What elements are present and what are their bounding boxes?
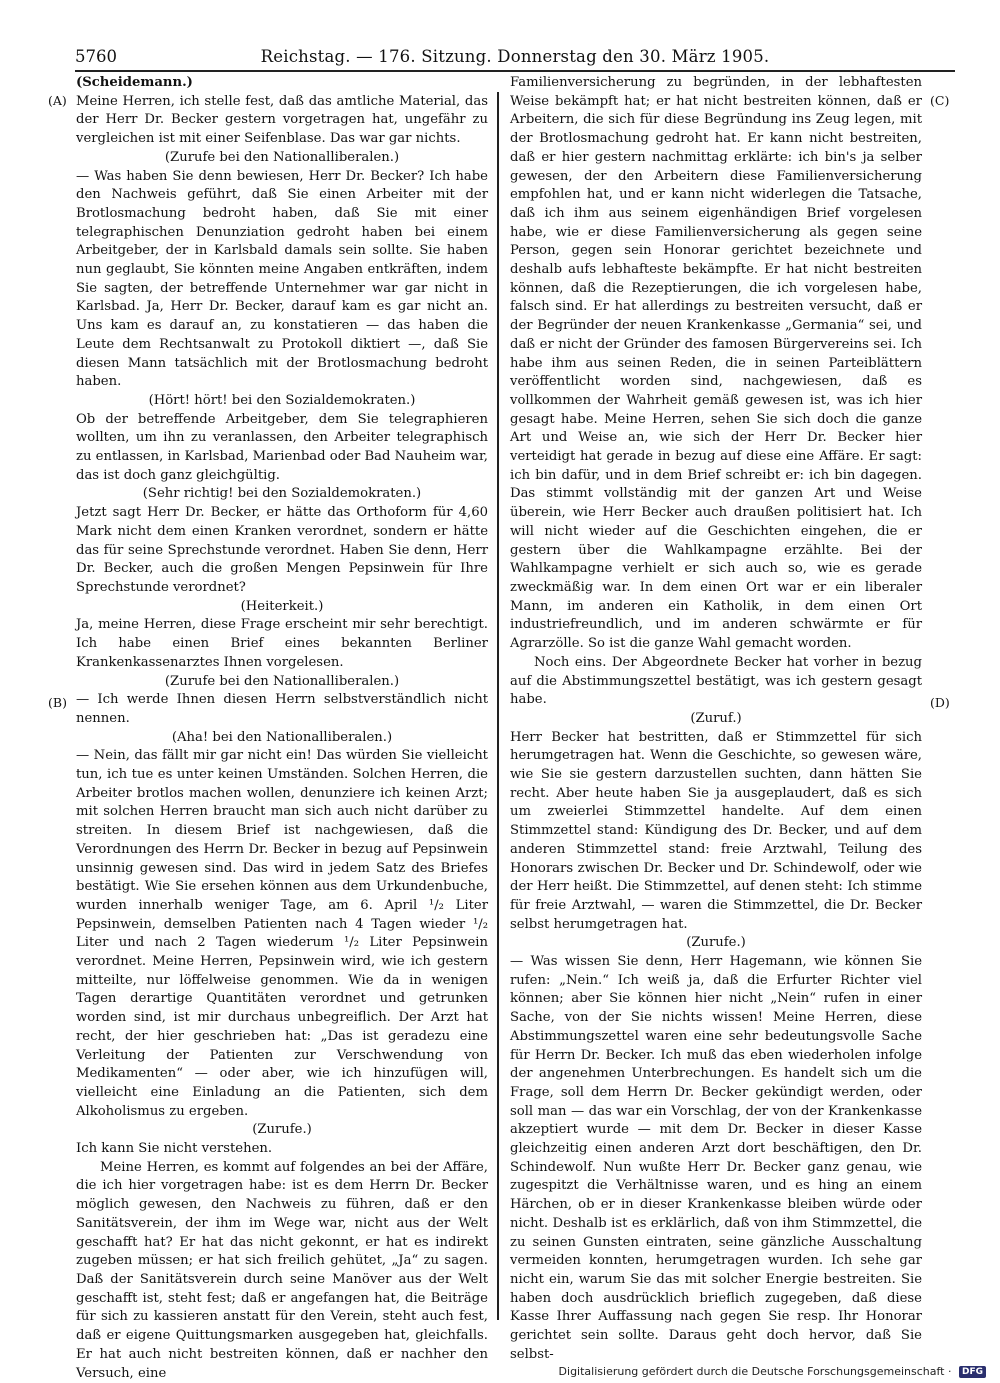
paragraph: Meine Herren, ich stelle fest, daß das amtliche Material, das der Herr Dr. Becker gestern vorgetragen hat, ungefähr zu vergleichen ist mit einer Seifenblase. Das war gar nichts. — [76, 93, 488, 147]
interjection: (Aha! bei den Nationalliberalen.) — [171, 729, 393, 745]
paragraph: Meine Herren, es kommt auf folgendes an bei der Affäre, die ich hier vorgetragen habe: ist es dem Herrn Dr. Becker möglich gewesen, den Nachweis zu führen, daß er den Sanitätsverein, der ihm im Wege war, nicht aus der Welt geschafft hat? Er hat das nicht gekonnt, er hat es indirekt zugeben müssen; er hat sich freilich gehütet, „Ja“ zu sagen. Daß der Sanitätsverein durch seine Manöver aus der Welt geschafft ist, steht fest; daß er angefangen hat, die Beiträge für sich zu kassieren anstatt für den Verein, steht auch fest, daß er eigene Quittungsmarken ausgegeben hat, gleichfalls. Er hat auch nicht bestreiten können, daß er nachher den Versuch, eine — [76, 1159, 488, 1381]
header-rule — [75, 70, 955, 72]
paragraph: — Was haben Sie denn bewiesen, Herr Dr. Becker? Ich habe den Nachweis geführt, daß Sie einen Arbeiter mit der Brotlosmachung bedroht haben, daß Sie mit einer telegraphischen Denunziation gedroht haben bei einem Arbeitgeber, der in Karlsbald damals sein sollte. Sie haben nun geglaubt, Sie könnten meine Angaben entkräften, indem Sie sagten, der betreffende Unternehmer war gar nicht in Karlsbad. Ja, Herr Dr. Becker, darauf kam es gar nicht an. Uns kam es darauf an, zu konstatieren — das haben die Leute dem Rechtsanwalt zu Protokoll diktiert —, daß Sie diesen Mann tatsächlich mit der Brotlosmachung bedroht haben. — [76, 168, 488, 390]
interjection: (Zuruf.) — [690, 710, 742, 726]
right-column — [510, 74, 922, 1362]
interjection: (Zurufe.) — [686, 935, 746, 951]
interjection: (Zurufe.) — [252, 1122, 312, 1138]
paragraph: Ob der betreffende Arbeitgeber, dem Sie telegraphieren wollten, um ihn zu veranlassen, den Arbeiter telegraphisch zu entlassen, in Karlsbad, Marienbad oder Bad Nauheim war, das ist doch ganz gleichgültig. — [76, 411, 488, 483]
interjection: (Hört! hört! bei den Sozialdemokraten.) — [148, 392, 416, 408]
margin-mark-b: (B) — [48, 695, 67, 710]
paragraph: Ich kann Sie nicht verstehen. — [76, 1141, 273, 1157]
paragraph: — Ich werde Ihnen diesen Herrn selbstverständlich nicht nennen. — [76, 692, 488, 726]
margin-mark-d: (D) — [930, 695, 950, 710]
page-number: 5760 — [75, 47, 117, 66]
interjection: (Sehr richtig! bei den Sozialdemokraten.) — [142, 486, 422, 502]
margin-mark-a: (A) — [48, 93, 67, 108]
paragraph: Jetzt sagt Herr Dr. Becker, er hätte das Orthoform für 4,60 Mark nicht dem einen Kranken verordnet, sondern er hätte das für seine Sprechstunde verordnet. Haben Sie denn, Herr Dr. Becker, auch die großen Mengen Pepsinwein für Ihre Sprechstunde verordnet? — [76, 505, 488, 595]
digitization-credit — [559, 1365, 986, 1378]
left-column — [76, 74, 488, 1381]
interjection: (Zurufe bei den Nationalliberalen.) — [164, 673, 400, 689]
paragraph: Herr Becker hat bestritten, daß er Stimmzettel für sich herumgetragen hat. Wenn die Geschichte, so gewesen wäre, wie Sie sie gestern darzustellen suchten, dann hätten Sie recht. Aber heute haben Sie ja ausgeplaudert, daß es sich um zweierlei Stimmzettel handelte. Auf dem einen Stimmzettel stand: Kündigung des Dr. Becker, und auf dem anderen Stimmzettel stand: freie Arztwahl, Teilung des Honorars zwischen Dr. Becker und Dr. Schindewolf, oder wie der Herr heißt. Die Stimmzettel, auf denen steht: Ich stimme für freie Arztwahl, — waren die Stimmzettel, die Dr. Becker selbst herumgetragen hat. — [510, 729, 922, 932]
paragraph: — Was wissen Sie denn, Herr Hagemann, wie können Sie rufen: „Nein.“ Ich weiß ja, daß die Erfurter Richter viel können; aber Sie können hier nicht „Nein“ rufen in einer Sache, von der Sie nichts wissen! Meine Herren, diese Abstimmungszettel waren eine sehr bedeutungsvolle Sache für Herrn Dr. Becker. Ich muß das eben wiederholen infolge der angenehmen Unterbrechungen. Es handelt sich um die Frage, soll dem Herrn Dr. Becker gekündigt werden, oder soll man — das war ein Vorschlag, der von der Krankenkasse akzeptiert wurde — mit dem Dr. Becker in dieser Kasse gleichzeitig einen anderen Arzt dort beschäftigen, den Dr. Schindewolf. Nun wußte Herr Dr. Becker ganz genau, wie zugespitzt die Verhältnisse waren, und es hing an einem Härchen, ob er in dieser Krankenkasse bleiben würde oder nicht. Deshalb ist es erklärlich, daß von ihm Stimmzettel, die zu seinen Gunsten eintraten, seine gänzliche Ausschaltung vermeiden konnten, herumgetragen wurden. Ich sehe gar nicht ein, warum Sie das mit solcher Energie bestreiten. Sie haben doch ausdrücklich brieflich zugegeben, daß diese Kasse Ihrer Auffassung nach gegen Sie resp. Ihr Honorar gerichtet sein sollte. Daraus geht doch hervor, daß Sie selbst- — [510, 954, 922, 1362]
paragraph: Noch eins. Der Abgeordnete Becker hat vorher in bezug auf die Abstimmungszettel bestätigt, was ich gestern gesagt habe. — [510, 654, 922, 708]
interjection: (Heiterkeit.) — [240, 598, 324, 614]
footer-text: Digitalisierung gefördert durch die Deutsche Forschungsgemeinschaft — [558, 1365, 945, 1378]
speaker-name: (Scheidemann.) — [76, 75, 193, 90]
footer-separator: · — [947, 1365, 952, 1378]
interjection: (Zurufe bei den Nationalliberalen.) — [164, 149, 400, 165]
paragraph: — Nein, das fällt mir gar nicht ein! Das würden Sie vielleicht tun, ich tue es unter keinen Umständen. Solchen Herren, die Arbeiter brotlos machen wollen, denunziere ich keinen Arzt; mit solchen Herren braucht man sich auch nicht darüber zu streiten. In diesem Brief ist nachgewiesen, daß die Verordnungen des Herrn Dr. Becker in bezug auf Pepsinwein unsinnig gewesen sind. Das wird in jedem Satz des Briefes bestätigt. Wie Sie ersehen können aus dem Urkundenbuche, wurden innerhalb weniger Tage, am 6. April ¹/₂ Liter Pepsinwein, demselben Patienten nach 4 Tagen wieder ¹/₂ Liter und nach 2 Tagen wiederum ¹/₂ Liter Pepsinwein verordnet. Meine Herren, Pepsinwein wird, wie ich gestern mitteilte, nur löffelweise genommen. Wie da in wenigen Tagen derartige Quantitäten verordnet und getrunken worden sind, ist mir durchaus unbegreiflich. Der Arzt hat recht, der hier geschrieben hat: „Das ist geradezu eine Verleitung der Patienten zur Verschwendung von Medikamenten“ — oder aber, wie ich hinzufügen will, vielleicht eine Einladung an die Patienten, sich dem Alkoholismus zu ergeben. — [76, 748, 488, 1119]
margin-mark-c: (C) — [930, 93, 950, 108]
paragraph: Ja, meine Herren, diese Frage erscheint mir sehr berechtigt. Ich habe einen Brief eines bekannten Berliner Krankenkassenarztes Ihnen vorgelesen. — [76, 617, 488, 670]
dfg-logo-icon: DFG — [959, 1366, 986, 1378]
paragraph: Familienversicherung zu begründen, in der lebhaftesten Weise bekämpft hat; er hat nicht bestreiten können, daß er Arbeitern, die sich für diese Begründung ins Zeug legen, mit der Brotlosmachung gedroht hat. Er kann nicht bestreiten, daß er hier gestern nachmittag erklärte: ich bin's ja selber gewesen, der den Arbeitern diese Familienversicherung empfohlen hat, und er kann nicht widerlegen die Tatsache, daß ich ihm aus seinem eigenhändigen Brief vorgelesen habe, wie er diese Familienversicherung als gegen seine Person, gegen sein Honorar gerichtet bezeichnete und deshalb aufs lebhafteste bekämpfte. Er hat nicht bestreiten können, daß die Rezeptierungen, die ich vorgelesen habe, falsch sind. Er hat allerdings zu bestreiten versucht, daß er der Begründer der neuen Krankenkasse „Germania“ sei, und daß er nicht der Gründer des famosen Bürgervereins sei. Ich habe ihm aus seinen Reden, die in seinen Parteiblättern veröffentlicht worden sind, nachgewiesen, daß es vollkommen der Wahrheit gemäß gewesen ist, was ich hier gesagt habe. Meine Herren, sehen Sie sich doch die ganze Art und Weise an, wie sich der Herr Dr. Becker hier verteidigt hat gerade in bezug auf diese eine Affäre. Er sagt: ich bin dafür, und in dem Brief schreibt er: ich bin dagegen. Das stimmt vollständig mit der ganzen Art und Weise überein, wie Herr Becker auch draußen politisiert hat. Ich will nicht wieder auf die Geschichten eingehen, die er gestern über die Wahlkampagne erzählte. Bei der Wahlkampagne verhielt er sich auch so, wie es gerade zweckmäßig war. In dem einen Ort war er ein liberaler Mann, im anderen ein Katholik, in dem einen Ort industriefreundlich, und im anderen schwärmte er für Agrarzölle. So ist die ganze Wahl gemacht worden. — [510, 75, 922, 652]
column-divider — [497, 92, 499, 1320]
running-head: Reichstag. — 176. Sitzung. Donnerstag den 30. März 1905. — [260, 47, 770, 66]
